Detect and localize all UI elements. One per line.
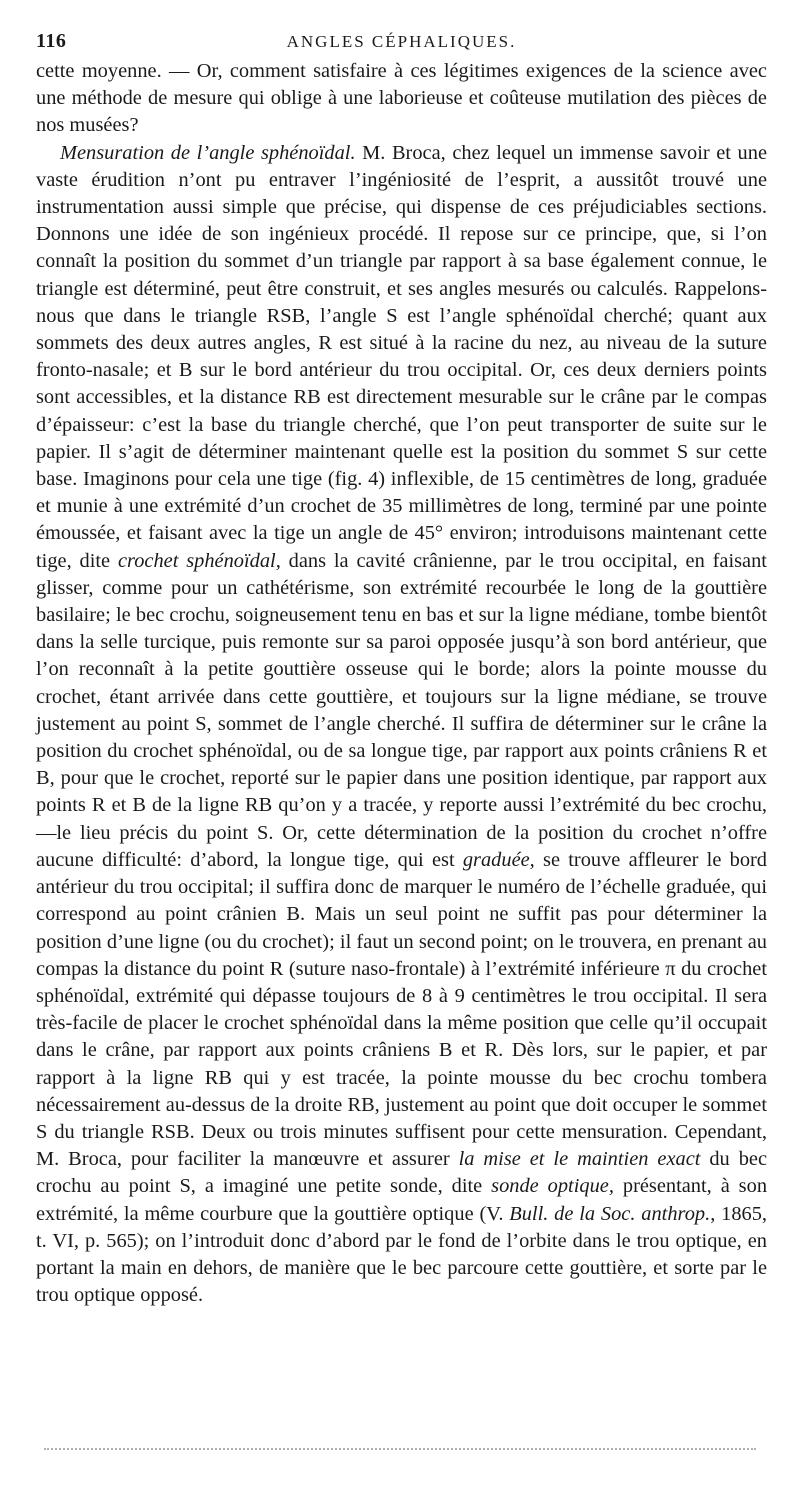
page-number: 116 — [36, 30, 67, 52]
running-head: ANGLES CÉPHALIQUES. — [286, 32, 517, 51]
italic-text-segment: sonde optique, — [491, 1175, 614, 1198]
italic-text-segment: la mise et le maintien exact — [458, 1148, 701, 1171]
paragraph — [36, 58, 767, 140]
italic-text-segment: graduée, — [462, 848, 535, 871]
italic-text-segment: crochet sphénoïdal, — [117, 549, 281, 572]
footer-divider — [44, 1448, 756, 1450]
page-header — [36, 30, 767, 58]
text-segment: cette moyenne. — Or, comment satisfaire à ces légitimes exigences de la science avec une méthode de mesure qui oblige à une laborieuse et coûteuse mutilation des pièces de nos musées? — [36, 60, 767, 137]
text-segment: , 1865, t. VI, p. 565); on l’introduit donc d’abord par le fond de l’orbite dans le trou optique, en portant la main en dehors, de manière que le bec parcoure cette gouttière, et sorte par le trou optique opposé. — [36, 1202, 768, 1307]
text-segment: du bec crochu au point S, a imaginé une petite sonde, dite — [36, 1148, 767, 1198]
italic-text-segment: Mensuration de l’angle sphénoïdal. — [60, 141, 356, 164]
paragraph — [36, 140, 767, 1310]
text-segment: présentant, à son extrémité, la même courbure que la gouttière optique (V. — [36, 1175, 768, 1225]
italic-text-segment: Bull. de la Soc. anthrop. — [509, 1202, 711, 1225]
text-segment: dans la cavité crânienne, par le trou occipital, en faisant glisser, comme pour un cathétérisme, son extrémité recourbée le long de la gouttière basilaire; le bec crochu, soigneusement tenu en bas et sur la ligne médiane, tombe bientôt dans la selle turcique, puis remonte sur sa paroi opposée jusqu’à son bord antérieur, que l’on reconnaît à la petite gouttière osseuse qui le borde; alors la pointe mousse du crochet, étant arrivée dans cette gouttière, et toujours sur la ligne médiane, se trouve justement au point S, sommet de l’angle cherché. Il suffira de déterminer sur le crâne la position du crochet sphénoïdal, ou de sa longue tige, par rapport aux points crâniens R et B, pour que le crochet, reporté sur le papier dans une position identique, par rapport aux points R et B de la ligne RB qu’on y a tracée, y reporte aussi l’extrémité du bec crochu, —le lieu précis du point S. Or, cette détermination de la position du crochet n’offre aucune difficulté: d’abord, la longue tige, qui est — [36, 549, 767, 871]
body-text — [36, 58, 767, 1309]
text-segment: se trouve affleurer le bord antérieur du trou occipital; il suffira donc de marquer le numéro de l’échelle graduée, qui correspond au point crânien B. Mais un seul point ne suffit pas pour déterminer la position d’une ligne (ou du crochet); il faut un second point; on le trouvera, en prenant au compas la distance du point R (suture naso-frontale) à l’extrémité inférieure π du crochet sphénoïdal, extrémité qui dépasse toujours de 8 à 9 centimètres le trou occipital. Il sera très-facile de placer le crochet sphénoïdal dans la même position que celle qu’il occupait dans le crâne, par rapport aux points crâniens B et R. Dès lors, sur le papier, et par rapport à la ligne RB qui y est tracée, la pointe mousse du bec crochu tombera nécessairement au-dessus de la droite RB, justement au point que doit occuper le sommet S du triangle RSB. Deux ou trois minutes suffisent pour cette mensuration. Cependant, M. Broca, pour faciliter la manœuvre et assurer — [36, 848, 767, 1171]
text-segment: M. Broca, chez lequel un immense savoir et une vaste érudition n’ont pu entraver l’ingéniosité de l’esprit, a aussitôt trouvé une instrumentation aussi simple que précise, qui dispense de ces préjudiciables sections. Donnons une idée de son ingénieux procédé. Il repose sur ce principe, que, si l’on connaît la position du sommet d’un triangle par rapport à sa base également connue, le triangle est déterminé, peut être construit, et ses angles mesurés ou calculés. Rappelons-nous que dans le triangle RSB, l’angle S est l’angle sphénoïdal cherché; quant aux sommets des deux autres angles, R est situé à la racine du nez, au niveau de la suture fronto-nasale; et B sur le bord antérieur du trou occipital. Or, ces deux derniers points sont accessibles, et la distance RB est directement mesurable sur le crâne par le compas d’épaisseur: c’est la base du triangle cherché, que l’on peut transporter de suite sur le papier. Il s’agit de déterminer maintenant quelle est la position du sommet S sur cette base. Imaginons pour cela une tige (fig. 4) inflexible, de 15 centimètres de long, graduée et munie à une extrémité d’un crochet de 35 millimètres de long, terminé par une pointe émoussée, et faisant avec la tige un angle de 45° environ; introduisons maintenant cette tige, dite — [36, 141, 767, 572]
document-page — [36, 30, 767, 1309]
